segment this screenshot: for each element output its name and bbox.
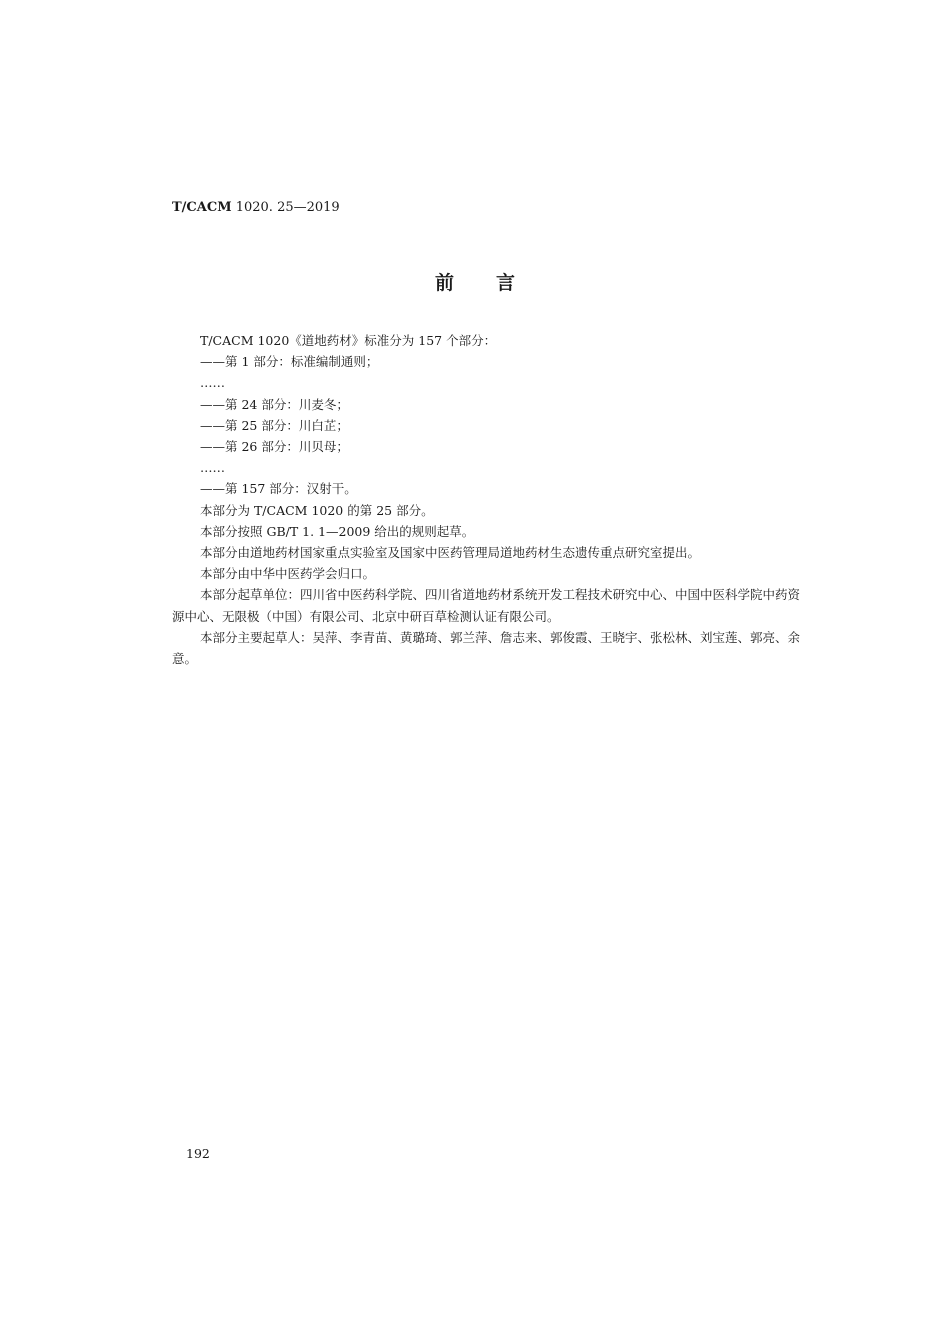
paragraph-centralized-by: 本部分由中华中医药学会归口。 bbox=[200, 566, 376, 582]
list-item-part-26: ——第 26 部分：川贝母； bbox=[200, 439, 349, 455]
paragraph-drafting-units: 本部分起草单位：四川省中医药科学院、四川省道地药材系统开发工程技术研究中心、中国中医科学院中药资源中心、无限极（中国）有限公司、北京中研百草检测认证有限公司。 bbox=[172, 587, 801, 624]
paragraph-parts-intro: T/CACM 1020《道地药材》标准分为 157 个部分： bbox=[200, 333, 497, 348]
list-ellipsis: …… bbox=[200, 460, 225, 476]
standard-code-number: 1020. 25—2019 bbox=[231, 200, 340, 215]
list-item-part-25: ——第 25 部分：川白芷； bbox=[200, 417, 349, 433]
standard-code-header bbox=[172, 200, 340, 215]
list-ellipsis: …… bbox=[200, 375, 225, 391]
paragraph-drafters: 本部分主要起草人：吴萍、李青苗、黄璐琦、郭兰萍、詹志来、郭俊霞、王晓宇、张松林、刘宝莲、郭亮、余意。 bbox=[172, 629, 801, 667]
list-item-part-24: ——第 24 部分：川麦冬； bbox=[200, 396, 349, 412]
page-title-char-1: 前 bbox=[434, 272, 454, 294]
paragraph-proposed-by: 本部分由道地药材国家重点实验室及国家中医药管理局道地药材生态遗传重点研究室提出。 bbox=[200, 545, 701, 561]
standard-code-prefix: T/CACM bbox=[172, 200, 232, 215]
foreword-body bbox=[172, 330, 800, 669]
list-item-part-1: ——第 1 部分：标准编制通则； bbox=[200, 354, 379, 370]
page-number: 192 bbox=[186, 1146, 210, 1161]
list-item-part-157: ——第 157 部分：汉射干。 bbox=[200, 481, 357, 497]
paragraph-this-part: 本部分为 T/CACM 1020 的第 25 部分。 bbox=[200, 502, 434, 518]
page-title bbox=[0, 268, 950, 295]
page-title-char-2: 言 bbox=[496, 272, 516, 294]
paragraph-drafting-rules: 本部分按照 GB/T 1. 1—2009 给出的规则起草。 bbox=[200, 523, 475, 539]
